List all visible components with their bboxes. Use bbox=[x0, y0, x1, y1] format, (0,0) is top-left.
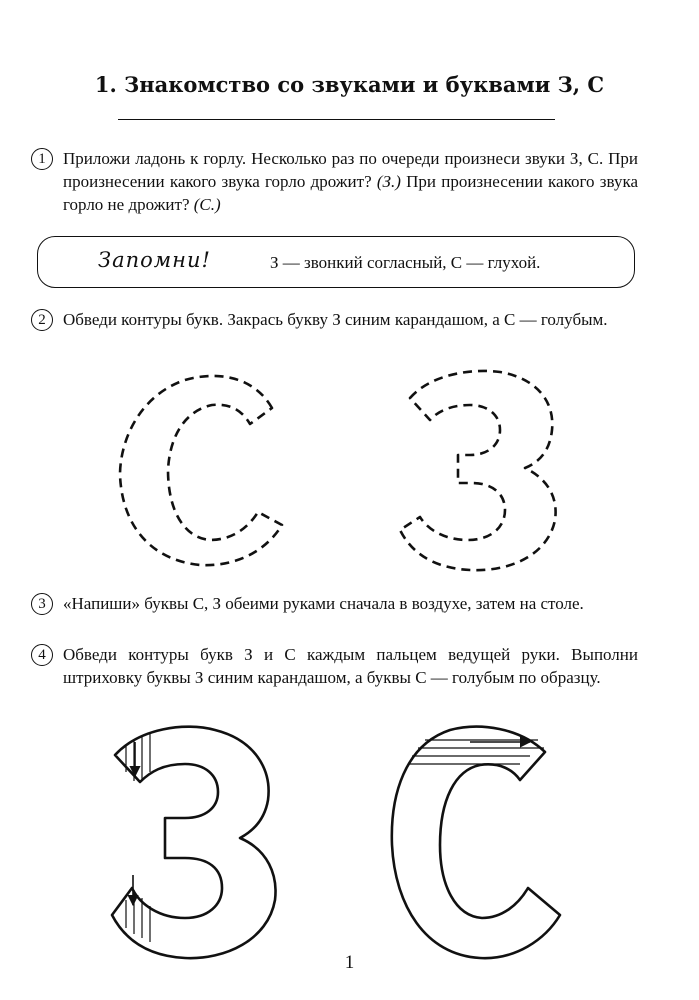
remember-label: Запомни! bbox=[98, 248, 211, 272]
task-3-text: «Напиши» буквы С, З обеими руками сначала в воздухе, затем на столе. bbox=[63, 594, 584, 613]
sample-letter-z bbox=[112, 727, 276, 958]
task-number-1: 1 bbox=[31, 148, 53, 170]
s-hatching-top bbox=[408, 740, 544, 764]
task-1-question: Приложи ладонь к горлу. Несколько раз по очереди произнеси звуки З, С. При произнесении какого звука горло дрожит? bbox=[63, 149, 638, 191]
remember-rule: З — звонкий согласный, С — глухой. bbox=[270, 253, 541, 272]
task-4-text: Обведи контуры букв З и С каждым пальцем ведущей руки. Выполни штриховку буквы З синим карандашом, а буквы С — голубым по образцу. bbox=[63, 645, 638, 687]
task-1-answer-2: (С.) bbox=[193, 195, 221, 214]
sample-letter-s bbox=[392, 727, 560, 958]
task-2-text: Обведи контуры букв. Закрась букву З синим карандашом, а С — голубым. bbox=[63, 310, 608, 329]
page-title: 1. Знакомство со звуками и буквами З, С bbox=[94, 72, 605, 97]
task-1-answer-1: (З.) bbox=[376, 172, 401, 191]
task-number-3: 3 bbox=[31, 593, 53, 615]
page-number: 1 bbox=[344, 952, 355, 973]
task-1-question-2: При произнесении какого звука горло не дрожит? bbox=[63, 172, 638, 214]
task-number-4: 4 bbox=[31, 644, 53, 666]
task-number-2: 2 bbox=[31, 309, 53, 331]
z-hatching-top bbox=[126, 733, 150, 781]
